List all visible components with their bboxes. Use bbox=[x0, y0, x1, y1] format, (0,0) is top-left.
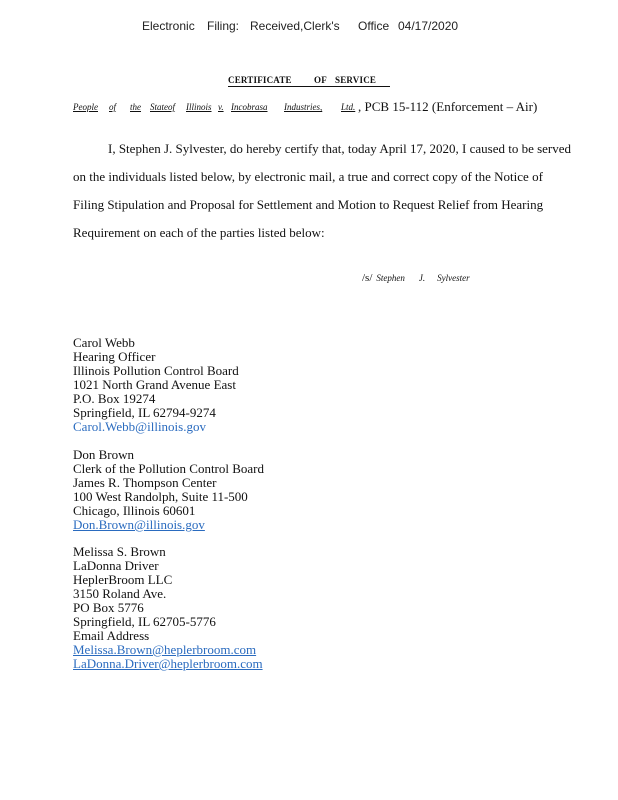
signature-slash: /s/ bbox=[362, 272, 373, 284]
stamp-office: Office bbox=[358, 19, 390, 33]
caption-people: People bbox=[73, 102, 98, 112]
body-line-4: Requirement on each of the parties listed below: bbox=[73, 225, 325, 240]
recipient-line: James R. Thompson Center bbox=[73, 475, 217, 490]
recipient-line: Carol Webb bbox=[73, 335, 135, 350]
cert-word-1: CERTIFICATE bbox=[228, 75, 292, 85]
recipient-line: 100 West Randolph, Suite 11-500 bbox=[73, 489, 248, 504]
email-link-carol-webb[interactable]: Carol.Webb@illinois.gov bbox=[73, 419, 206, 434]
body-line-3: Filing Stipulation and Proposal for Settlement and Motion to Request Relief from Hearing bbox=[73, 197, 544, 212]
signature-first: Stephen bbox=[376, 273, 405, 283]
recipient-line: Springfield, IL 62705-5776 bbox=[73, 614, 216, 629]
email-link-don-brown[interactable]: Don.Brown@illinois.gov bbox=[73, 517, 205, 532]
recipient-line: Clerk of the Pollution Control Board bbox=[73, 461, 265, 476]
recipient-line: P.O. Box 19274 bbox=[73, 391, 156, 406]
email-link-ladonna-driver[interactable]: LaDonna.Driver@heplerbroom.com bbox=[73, 656, 263, 671]
recipient-line: Springfield, IL 62794-9274 bbox=[73, 405, 216, 420]
caption-case-number: , PCB 15-112 (Enforcement – Air) bbox=[358, 99, 538, 114]
recipient-line: 3150 Roland Ave. bbox=[73, 586, 167, 601]
recipient-line: Melissa S. Brown bbox=[73, 544, 166, 559]
recipient-line: Hearing Officer bbox=[73, 349, 156, 364]
caption-illinois: Illinois bbox=[186, 102, 212, 112]
case-caption bbox=[73, 99, 593, 115]
cert-word-3: SERVICE bbox=[335, 75, 377, 85]
email-link-melissa-brown[interactable]: Melissa.Brown@heplerbroom.com bbox=[73, 642, 257, 657]
recipient-block-heplerbroom bbox=[73, 545, 263, 671]
stamp-filing: Filing: bbox=[207, 19, 240, 33]
recipient-line: Chicago, Illinois 60601 bbox=[73, 503, 196, 518]
recipient-line: PO Box 5776 bbox=[73, 600, 144, 615]
caption-the: the bbox=[130, 102, 141, 112]
cert-word-2: OF bbox=[314, 75, 327, 85]
recipient-line: 1021 North Grand Avenue East bbox=[73, 377, 236, 392]
certificate-underline bbox=[228, 86, 390, 87]
recipient-line: Email Address bbox=[73, 628, 150, 643]
caption-company-2: Industries, bbox=[284, 102, 323, 112]
caption-company-1: Incobrasa bbox=[231, 102, 268, 112]
body-line-1: I, Stephen J. Sylvester, do hereby certify that, today April 17, 2020, I caused to be served bbox=[108, 141, 572, 156]
recipient-line: Don Brown bbox=[73, 447, 135, 462]
signature-line bbox=[362, 268, 470, 286]
recipient-block-carol-webb bbox=[73, 336, 239, 434]
caption-of-2: of bbox=[168, 102, 176, 112]
recipient-line: LaDonna Driver bbox=[73, 558, 159, 573]
signature-middle: J. bbox=[418, 273, 426, 283]
body-line-2: on the individuals listed below, by electronic mail, a true and correct copy of the Notice of bbox=[73, 169, 543, 184]
stamp-electronic: Electronic bbox=[142, 19, 195, 33]
stamp-received: Received,Clerk's bbox=[250, 19, 340, 33]
recipient-line: HeplerBroom LLC bbox=[73, 572, 173, 587]
caption-v: v. bbox=[218, 102, 224, 112]
recipient-line: Illinois Pollution Control Board bbox=[73, 363, 239, 378]
caption-of-1: of bbox=[109, 102, 117, 112]
caption-state: State bbox=[150, 102, 168, 112]
caption-ltd: Ltd. bbox=[341, 102, 356, 112]
recipient-block-don-brown bbox=[73, 448, 264, 532]
signature-last: Sylvester bbox=[437, 273, 470, 283]
stamp-date: 04/17/2020 bbox=[398, 19, 459, 33]
